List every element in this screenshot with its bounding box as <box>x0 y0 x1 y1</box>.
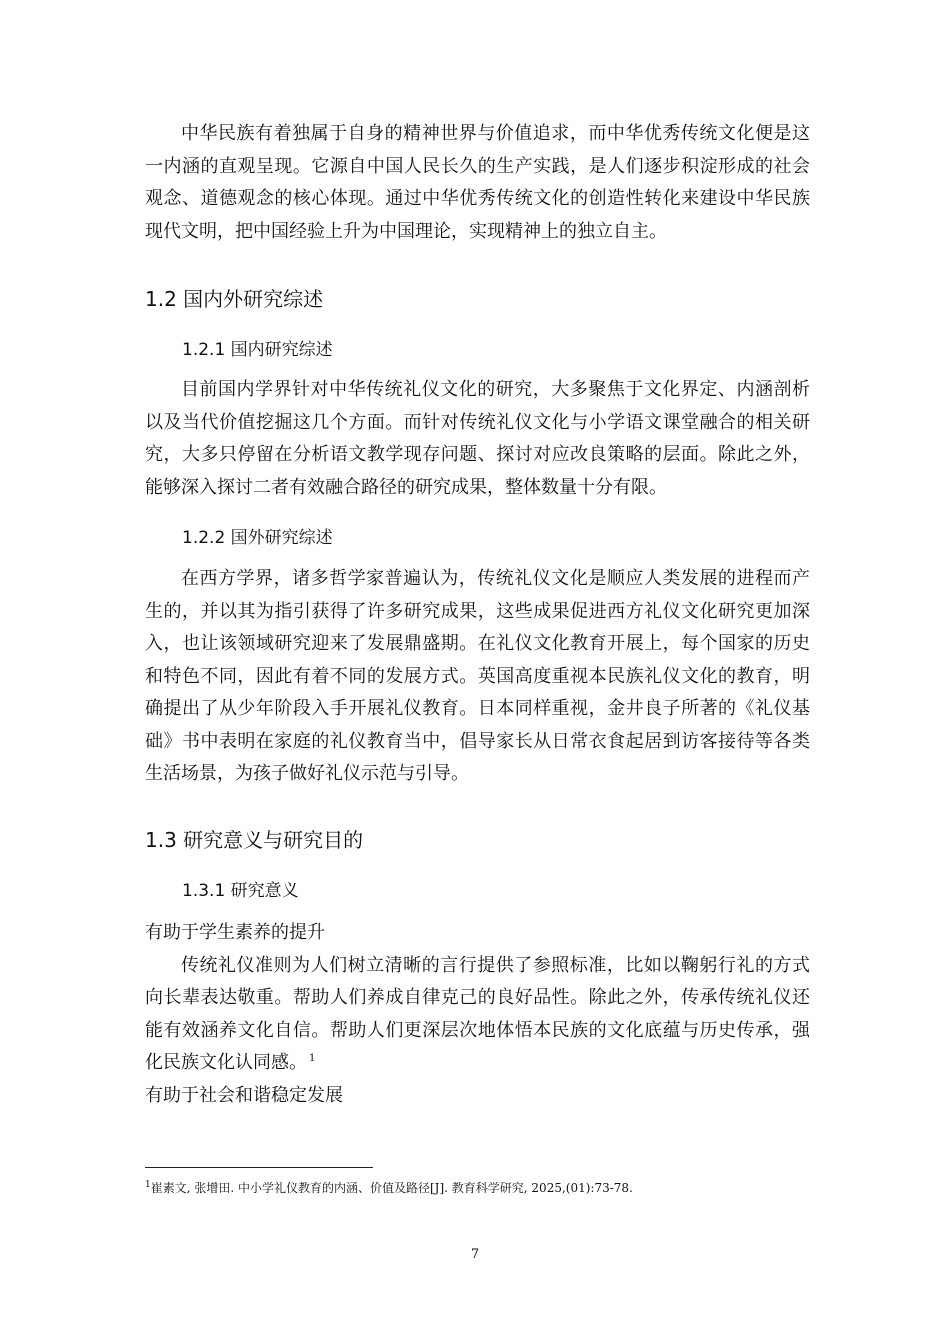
footnote-separator <box>145 1167 373 1168</box>
section-heading-1-2: 1.2 国内外研究综述 <box>145 287 324 311</box>
body-paragraph: 在西方学界，诸多哲学家普遍认为，传统礼仪文化是顺应人类发展的进程而产生的，并以其为指引获得了许多研究成果，这些成果促进西方礼仪文化研究更加深入，也让该领域研究迎来了发展鼎盛期。在礼仪文化教育开展上，每个国家的历史和特色不同，因此有着不同的发展方式。英国高度重视本民族礼仪文化的教育，明确提出了从少年阶段入手开展礼仪教育。日本同样重视，金井良子所著的《礼仪基础》书中表明在家庭的礼仪教育当中，倡导家长从日常衣食起居到访客接待等各类生活场景，为孩子做好礼仪示范与引导。 <box>145 568 810 784</box>
body-paragraph: 中华民族有着独属于自身的精神世界与价值追求，而中华优秀传统文化便是这一内涵的直观呈现。它源自中国人民长久的生产实践，是人们逐步积淀形成的社会观念、道德观念的核心体现。通过中华优秀传统文化的创造性转化来建设中华民族现代文明，把中国经验上升为中国理论，实现精神上的独立自主。 <box>145 123 810 242</box>
body-paragraph <box>145 950 810 1080</box>
intro-paragraph-container <box>145 118 810 248</box>
domestic-review-container <box>145 374 810 504</box>
subsection-heading-1-2-1: 1.2.1 国内研究综述 <box>182 340 333 360</box>
footnote-mark: 1 <box>145 1180 151 1190</box>
significance-container <box>145 917 810 1112</box>
body-paragraph: 目前国内学界针对中华传统礼仪文化的研究，大多聚焦于文化界定、内涵剖析以及当代价值挖掘这几个方面。而针对传统礼仪文化与小学语文课堂融合的相关研究，大多只停留在分析语文教学现存问题、探讨对应改良策略的层面。除此之外，能够深入探讨二者有效融合路径的研究成果，整体数量十分有限。 <box>145 379 810 498</box>
foreign-review-container <box>145 563 810 791</box>
footnote-reference[interactable]: 1 <box>309 1053 316 1064</box>
point-label: 有助于学生素养的提升 <box>145 922 325 943</box>
body-paragraph-text: 传统礼仪准则为人们树立清晰的言行提供了参照标准，比如以鞠躬行礼的方式向长辈表达敬重。帮助人们养成自律克己的良好品性。除此之外，传承传统礼仪还能有效涵养文化自信。帮助人们更深层次地体悟本民族的文化底蕴与历史传承，强化民族文化认同感。 <box>145 954 810 1073</box>
page-number: 7 <box>470 1247 480 1262</box>
section-heading-1-3: 1.3 研究意义与研究目的 <box>145 828 364 852</box>
subsection-heading-1-2-2: 1.2.2 国外研究综述 <box>182 528 333 548</box>
footnote-text: 崔素文, 张增田. 中小学礼仪教育的内涵、价值及路径[J]. 教育科学研究, 2025,(01):73-78. <box>150 1181 633 1195</box>
point-label: 有助于社会和谐稳定发展 <box>145 1084 343 1106</box>
subsection-heading-1-3-1: 1.3.1 研究意义 <box>182 881 299 901</box>
footnote <box>145 1179 845 1197</box>
